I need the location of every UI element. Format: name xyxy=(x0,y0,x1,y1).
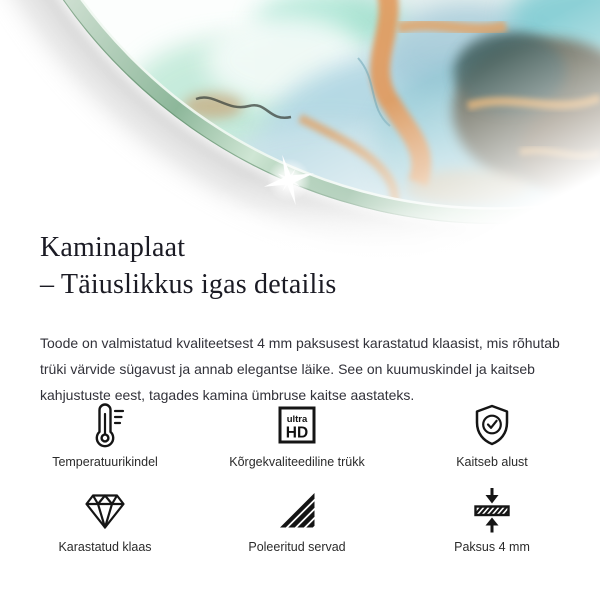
feature-label: Karastatud klaas xyxy=(58,540,152,554)
page-title-line2: – Täiuslikkus igas detailis xyxy=(40,269,337,300)
feature-print-quality xyxy=(205,401,389,469)
feature-label: Kaitseb alust xyxy=(456,455,528,469)
ultra-hd-text-bottom: HD xyxy=(285,424,309,442)
feature-protects-base xyxy=(400,401,584,469)
feature-polished-edges xyxy=(205,486,389,554)
feature-label: Poleeritud servad xyxy=(248,540,346,554)
feature-label: Paksus 4 mm xyxy=(454,540,530,554)
page-title-line1: Kaminaplaat xyxy=(40,232,186,263)
diamond-icon xyxy=(81,486,129,534)
page-title xyxy=(40,229,337,303)
feature-label: Temperatuurikindel xyxy=(52,455,158,469)
feature-thickness xyxy=(400,486,584,554)
feature-label: Kõrgekvaliteediline trükk xyxy=(229,455,365,469)
feature-tempered-glass xyxy=(13,486,197,554)
shield-check-icon xyxy=(468,401,516,449)
feature-temperature xyxy=(13,401,197,469)
thickness-icon xyxy=(468,486,516,534)
product-description: Toode on valmistatud kvaliteetsest 4 mm paksusest karastatud klaasist, mis rõhutab trüki värvide sügavust ja annab elegantse läike. See on kuumuskindel ja kaitseb kahjustuste eest, tagades kamina ümbruse kaitse aastateks. xyxy=(40,335,560,403)
ultra-hd-icon xyxy=(273,401,321,449)
thermometer-icon xyxy=(81,401,129,449)
ultra-hd-text-top: ultra xyxy=(286,414,308,425)
polished-edges-icon xyxy=(273,486,321,534)
